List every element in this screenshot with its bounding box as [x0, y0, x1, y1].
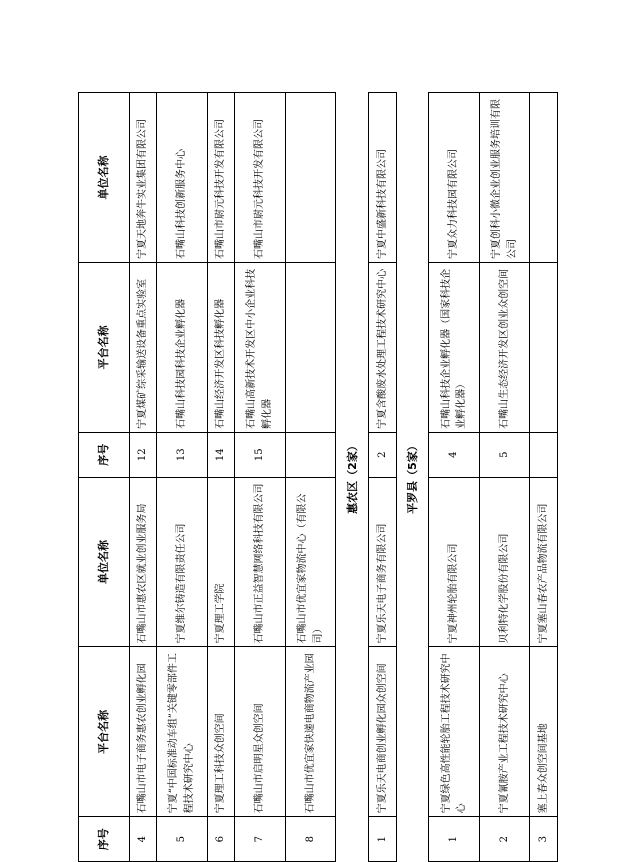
row-number-right: 14 [207, 432, 235, 477]
row-number-left: 4 [129, 817, 157, 862]
platform-name-right: 石嘴山高新技术开发区中小企业科技孵化器 [235, 262, 286, 432]
row-number-right: 2 [369, 432, 397, 477]
platform-name-left: 宁夏氰胺产业工程技术研究中心 [479, 647, 530, 817]
group-shizuishan [129, 93, 336, 862]
unit-name-right: 石嘴山市尉元科技开发有限公司 [207, 93, 235, 263]
platform-name-right: 石嘴山科技企业孵化器（国家科技企业孵化器） [429, 262, 480, 432]
row-number-right: 12 [129, 432, 157, 477]
platform-table [78, 92, 558, 862]
table-row [129, 93, 157, 862]
unit-name-left: 石嘴山市惠农区就业创业服务局 [129, 477, 157, 647]
unit-name-left: 宁夏塞山春农产品物流有限公司 [530, 477, 558, 647]
platform-name-right: 石嘴山生态经济开发区创业众创空间 [479, 262, 530, 432]
table-row [369, 93, 397, 862]
table-row [235, 93, 286, 862]
row-number-left: 8 [285, 817, 336, 862]
header-platform-left: 平台名称 [79, 647, 130, 817]
unit-name-right [530, 93, 558, 263]
header-no-right: 序号 [79, 432, 130, 477]
row-number-left: 5 [157, 817, 208, 862]
unit-name-right: 宁夏创科小微企业创业服务培训有限公司 [479, 93, 530, 263]
row-number-left: 1 [429, 817, 480, 862]
header-unit-right: 单位名称 [79, 93, 130, 263]
table-row [429, 93, 480, 862]
row-number-right [530, 432, 558, 477]
header-no-left: 序号 [79, 817, 130, 862]
unit-name-left: 石嘴山市优宜家物流中心（有限公司） [285, 477, 336, 647]
row-number-left: 7 [235, 817, 286, 862]
platform-name-left: 宁夏理工科技众创空间 [207, 647, 235, 817]
row-number-right: 15 [235, 432, 286, 477]
table-row [207, 93, 235, 862]
table-row [157, 93, 208, 862]
row-number-left: 3 [530, 817, 558, 862]
unit-name-right: 石嘴山科技创新服务中心 [157, 93, 208, 263]
unit-name-right: 宁夏众力科技园有限公司 [429, 93, 480, 263]
platform-name-right: 宁夏含酸废水处理工程技术研究中心 [369, 262, 397, 432]
platform-name-left: 石嘴山市电子商务惠农创业孵化园 [129, 647, 157, 817]
platform-name-left: 宁夏“中国标准动车组”关键零部件工程技术研究中心 [157, 647, 208, 817]
section-title-pingluo: 平罗县（5家） [396, 93, 429, 862]
unit-name-right [285, 93, 336, 263]
row-number-left: 6 [207, 817, 235, 862]
unit-name-left: 宁夏神州轮胎有限公司 [429, 477, 480, 647]
header-row [79, 93, 130, 862]
platform-name-left: 石嘴山市启明星众创空间 [235, 647, 286, 817]
section-row-pingluo [396, 93, 429, 862]
table-row [479, 93, 530, 862]
row-number-left: 2 [479, 817, 530, 862]
platform-name-right: 石嘴山经济开发区科技孵化器 [207, 262, 235, 432]
unit-name-left: 贝利特化学股份有限公司 [479, 477, 530, 647]
row-number-right: 13 [157, 432, 208, 477]
row-number-right [285, 432, 336, 477]
table-row [530, 93, 558, 862]
row-number-left: 1 [369, 817, 397, 862]
group-huinong [369, 93, 397, 862]
row-number-right: 5 [479, 432, 530, 477]
group-pingluo [429, 93, 558, 862]
unit-name-left: 石嘴山市正益智慧网络科技有限公司 [235, 477, 286, 647]
platform-name-right [530, 262, 558, 432]
section-row-huinong [336, 93, 369, 862]
rotated-table-container [78, 92, 558, 862]
unit-name-right: 宁夏中盛新科技有限公司 [369, 93, 397, 263]
platform-name-left: 宁夏绿色高性能轮胎工程技术研究中心 [429, 647, 480, 817]
platform-name-right: 石嘴山科技园科技企业孵化器 [157, 262, 208, 432]
platform-name-right [285, 262, 336, 432]
unit-name-left: 宁夏维尔铸造有限责任公司 [157, 477, 208, 647]
unit-name-left: 宁夏乐天电子商务有限公司 [369, 477, 397, 647]
platform-name-left: 石嘴山市优宜家快递电商物流产业园 [285, 647, 336, 817]
platform-name-left: 宁夏乐天电商创业孵化园众创空间 [369, 647, 397, 817]
unit-name-left: 宁夏理工学院 [207, 477, 235, 647]
section-title-huinong: 惠农区（2家） [336, 93, 369, 862]
table-row [285, 93, 336, 862]
platform-name-left: 塞上春众创空间基地 [530, 647, 558, 817]
header-unit-left: 单位名称 [79, 477, 130, 647]
header-platform-right: 平台名称 [79, 262, 130, 432]
row-number-right: 4 [429, 432, 480, 477]
unit-name-right: 宁夏天地奔牛实业集团有限公司 [129, 93, 157, 263]
unit-name-right: 石嘴山市尉元科技开发有限公司 [235, 93, 286, 263]
platform-name-right: 宁夏煤矿综采输送设备重点实验室 [129, 262, 157, 432]
